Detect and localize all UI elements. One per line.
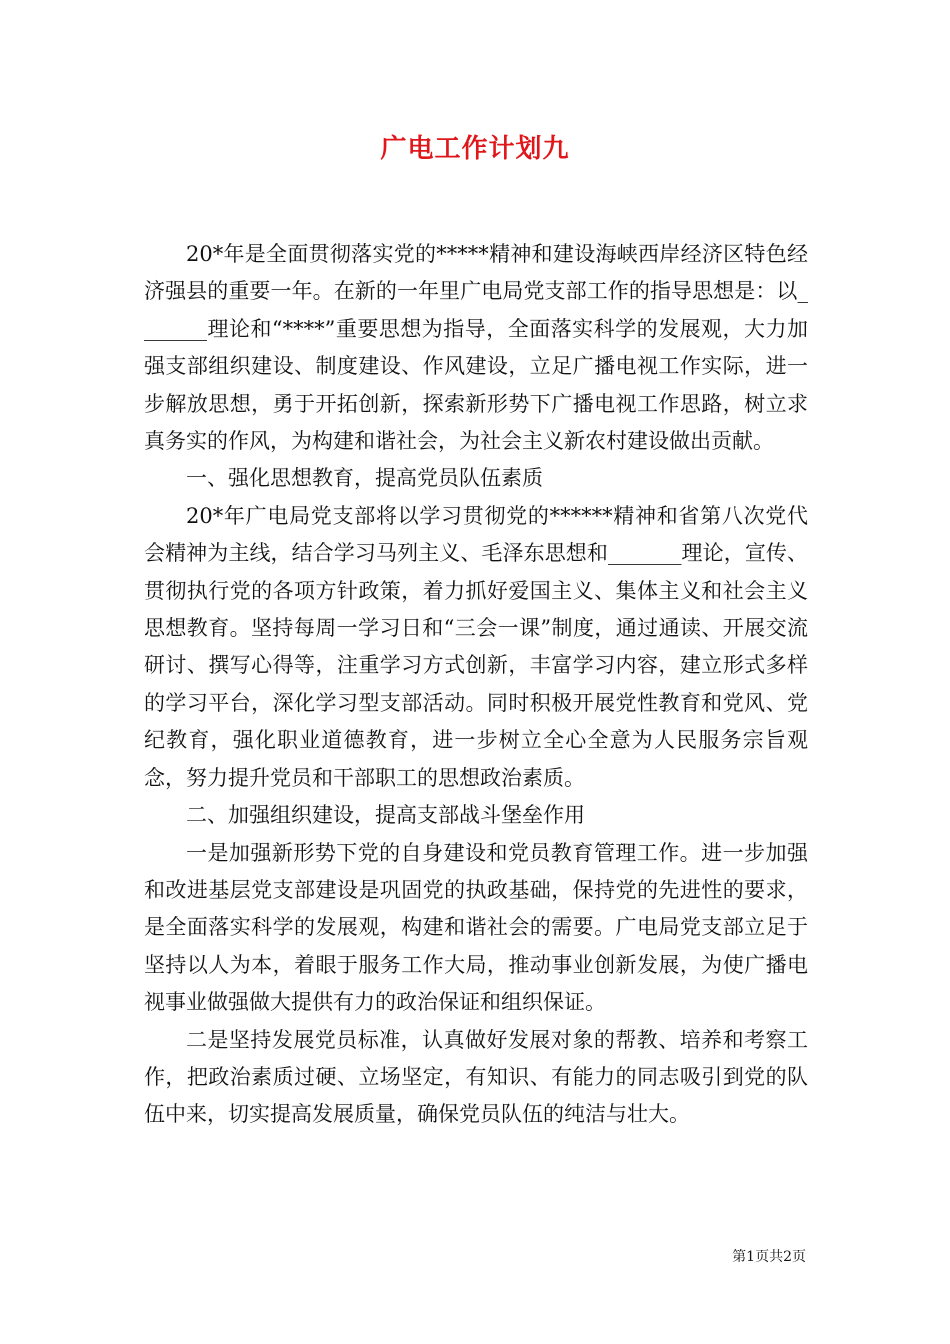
document-body <box>144 236 808 1134</box>
section-heading-1: 一、强化思想教育，提高党员队伍素质 <box>186 466 543 491</box>
paragraph-section-2-point-1: 一是加强新形势下党的自身建设和党员教育管理工作。进一步加强和改进基层党支部建设是巩固党的执政基础，保持党的先进性的要求，是全面落实科学的发展观，构建和谐社会的需要。广电局党支部立足于坚持以人为本，着眼于服务工作大局，推动事业创新发展，为使广播电视事业做强做大提供有力的政治保证和组织保证。 <box>144 840 808 1015</box>
section-heading-2: 二、加强组织建设，提高支部战斗堡垒作用 <box>186 803 585 828</box>
paragraph-section-2-point-2: 二是坚持发展党员标准，认真做好发展对象的帮教、培养和考察工作，把政治素质过硬、立场坚定，有知识、有能力的同志吸引到党的队伍中来，切实提高发展质量，确保党员队伍的纯洁与壮大。 <box>144 1027 808 1127</box>
paragraph-section-1: 20*年广电局党支部将以学习贯彻党的******精神和省第八次党代会精神为主线，结合学习马列主义、毛泽东思想和_______理论，宣传、贯彻执行党的各项方针政策，着力抓好爱国主义、集体主义和社会主义思想教育。坚持每周一学习日和“三会一课”制度，通过通读、开展交流研讨、撰写心得等，注重学习方式创新，丰富学习内容，建立形式多样的学习平台，深化学习型支部活动。同时积极开展党性教育和党风、党纪教育，强化职业道德教育，进一步树立全心全意为人民服务宗旨观念，努力提升党员和干部职工的思想政治素质。 <box>144 503 808 790</box>
document-title: 广电工作计划九 <box>380 134 570 164</box>
page-footer <box>0 1246 806 1266</box>
paragraph-intro: 20*年是全面贯彻落实党的*****精神和建设海峡西岸经济区特色经济强县的重要一年。在新的一年里广电局党支部工作的指导思想是：以_______理论和“****”重要思想为指导，全面落实科学的发展观，大力加强支部组织建设、制度建设、作风建设，立足广播电视工作实际，进一步解放思想，勇于开拓创新，探索新形势下广播电视工作思路，树立求真务实的作风，为构建和谐社会，为社会主义新农村建设做出贡献。 <box>144 242 808 454</box>
page-number: 第1页共2页 <box>732 1249 806 1265</box>
